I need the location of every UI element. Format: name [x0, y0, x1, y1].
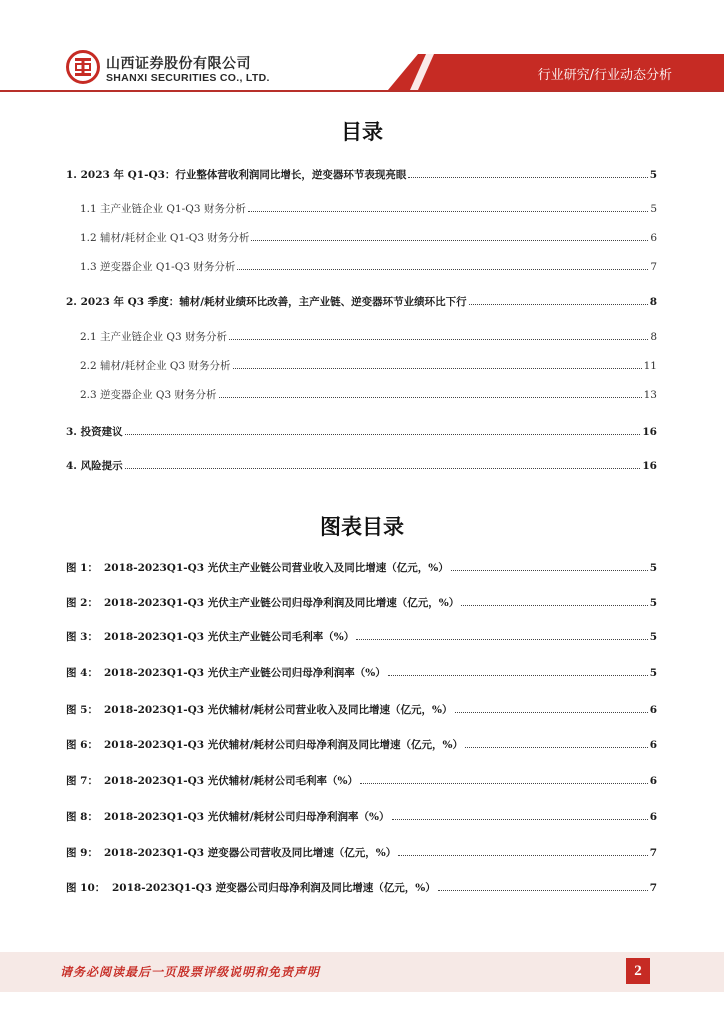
figure-entry-5[interactable]: 图 5： 2018-2023Q1-Q3 光伏辅材/耗材公司营业收入及同比增速（亿元，%） 6 [66, 704, 657, 716]
shanxi-securities-logo-icon [66, 50, 100, 84]
disclaimer-notice: 请务必阅读最后一页股票评级说明和免责声明 [60, 965, 321, 979]
header-divider [0, 90, 724, 92]
figure-entry-4[interactable]: 图 4： 2018-2023Q1-Q3 光伏主产业链公司归母净利润率（%） 5 [66, 667, 657, 679]
figure-entry-7[interactable]: 图 7： 2018-2023Q1-Q3 光伏辅材/耗材公司毛利率（%） 6 [66, 775, 657, 787]
toc-entry-2[interactable]: 2. 2023 年 Q3 季度：辅材/耗材业绩环比改善，主产业链、逆变器环节业绩环比下行 8 [66, 296, 657, 308]
figure-entry-3[interactable]: 图 3： 2018-2023Q1-Q3 光伏主产业链公司毛利率（%） 5 [66, 631, 657, 643]
figure-index-title: 图表目录 [320, 514, 404, 539]
toc-entry-1-1[interactable]: 1.1 主产业链企业 Q1-Q3 财务分析 5 [80, 203, 657, 215]
toc-entry-2-1[interactable]: 2.1 主产业链企业 Q3 财务分析 8 [80, 331, 657, 343]
company-name-en: SHANXI SECURITIES CO., LTD. [106, 72, 270, 84]
toc-entry-3[interactable]: 3. 投资建议 16 [66, 426, 657, 438]
figure-entry-10[interactable]: 图 10： 2018-2023Q1-Q3 逆变器公司归母净利润及同比增速（亿元，%） 7 [66, 882, 657, 894]
figure-entry-1[interactable]: 图 1： 2018-2023Q1-Q3 光伏主产业链公司营业收入及同比增速（亿元，%） 5 [66, 562, 657, 574]
toc-entry-1-2[interactable]: 1.2 辅材/耗材企业 Q1-Q3 财务分析 6 [80, 232, 657, 244]
company-name-cn: 山西证券股份有限公司 [106, 56, 251, 72]
toc-entry-2-3[interactable]: 2.3 逆变器企业 Q3 财务分析 13 [80, 389, 657, 401]
figure-entry-6[interactable]: 图 6： 2018-2023Q1-Q3 光伏辅材/耗材公司归母净利润及同比增速（亿元，%） 6 [66, 739, 657, 751]
figure-entry-9[interactable]: 图 9： 2018-2023Q1-Q3 逆变器公司营收及同比增速（亿元，%） 7 [66, 847, 657, 859]
figure-entry-8[interactable]: 图 8： 2018-2023Q1-Q3 光伏辅材/耗材公司归母净利润率（%） 6 [66, 811, 657, 823]
figure-entry-2[interactable]: 图 2： 2018-2023Q1-Q3 光伏主产业链公司归母净利润及同比增速（亿元，%） 5 [66, 597, 657, 609]
page-number: 2 [626, 958, 650, 984]
toc-entry-1-3[interactable]: 1.3 逆变器企业 Q1-Q3 财务分析 7 [80, 261, 657, 273]
toc-entry-2-2[interactable]: 2.2 辅材/耗材企业 Q3 财务分析 11 [80, 360, 657, 372]
toc-entry-4[interactable]: 4. 风险提示 16 [66, 460, 657, 472]
toc-entry-1[interactable]: 1. 2023 年 Q1-Q3：行业整体营收利润同比增长，逆变器环节表现亮眼 5 [66, 169, 657, 181]
page-header [0, 0, 724, 100]
report-category: 行业研究/行业动态分析 [537, 68, 672, 83]
toc-title: 目录 [341, 119, 383, 144]
